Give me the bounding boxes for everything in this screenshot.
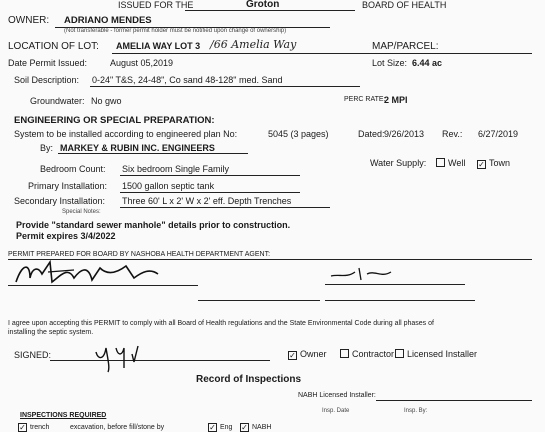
soil-value: 0-24" T&S, 24-48", Co sand 48-128" med. Sand: [92, 75, 283, 85]
nabh-installer-label: NABH Licensed Installer:: [298, 392, 376, 399]
dated-label: Dated:: [358, 129, 385, 139]
inspection-nabh[interactable]: ✓ NABH: [241, 423, 272, 432]
bedroom-value: Six bedroom Single Family: [122, 164, 230, 174]
inspection-trench[interactable]: ✓ trench: [19, 423, 50, 432]
rev-value: 6/27/2019: [478, 129, 519, 139]
insp-by-header: Insp. By:: [404, 408, 428, 414]
prepared-by-label: PERMIT PREPARED FOR BOARD BY NASHOBA HEALTH DEPARTMENT AGENT:: [8, 251, 271, 258]
lot-size-value: 6.44 ac: [412, 58, 443, 68]
eng-checkbox[interactable]: ✓: [209, 423, 216, 432]
nabh-checkbox[interactable]: ✓: [241, 423, 248, 432]
town-name: Groton: [246, 0, 280, 10]
perc-rate-label: PERC RATE:: [344, 96, 386, 103]
date-issued-label: Date Permit Issued:: [8, 58, 88, 68]
groundwater-value: No gwo: [91, 96, 122, 106]
water-supply-well[interactable]: Well: [436, 158, 465, 168]
board-label: BOARD OF HEALTH: [362, 0, 447, 10]
dated-value: 9/26/2013: [384, 129, 425, 139]
owner-checkbox[interactable]: ✓: [289, 351, 296, 360]
insp-date-header: Insp. Date: [322, 408, 350, 414]
engineering-heading: ENGINEERING OR SPECIAL PREPARATION:: [14, 115, 215, 126]
signed-owner-option[interactable]: ✓ Owner: [289, 349, 327, 360]
agreement-line-1: I agree upon accepting this PERMIT to comply with all Board of Health regulations and the State Environmental Code during all phases of: [8, 320, 434, 327]
well-checkbox[interactable]: [436, 158, 445, 167]
location-handwritten: /66 Amelia Way: [210, 38, 297, 51]
special-note-1: Provide "standard sewer manhole" details prior to construction.: [16, 220, 291, 230]
signed-label: SIGNED:: [14, 350, 52, 360]
water-supply-label: Water Supply:: [370, 158, 427, 168]
issued-for-label: ISSUED FOR THE: [118, 0, 194, 10]
agreement-line-2: installing the septic system.: [8, 329, 94, 336]
location-value: AMELIA WAY LOT 3: [116, 41, 201, 51]
map-parcel-label: MAP/PARCEL:: [372, 41, 439, 52]
owner-label: OWNER:: [8, 15, 50, 26]
agent-signature: [8, 258, 188, 288]
inspection-excavation: excavation, before fill/stone by: [70, 424, 165, 431]
town-checkbox[interactable]: ✓: [478, 160, 485, 169]
primary-label: Primary Installation:: [28, 181, 108, 191]
soil-label: Soil Description:: [14, 75, 80, 85]
plan-number: 5045 (3 pages): [268, 129, 329, 139]
licensed-installer-checkbox[interactable]: [395, 349, 404, 358]
perc-rate-value: 2 MPI: [384, 95, 408, 105]
owner-note: (Not transferable - former permit holder must be notified upon change of ownership): [64, 28, 287, 34]
lot-size-label: Lot Size:: [372, 58, 408, 68]
rev-label: Rev.:: [442, 129, 463, 139]
special-note-2: Permit expires 3/4/2022: [16, 231, 116, 241]
system-label: System to be installed according to engineered plan No:: [14, 129, 238, 139]
secondary-label: Secondary Installation:: [14, 196, 106, 206]
by-label: By:: [40, 143, 54, 153]
primary-value: 1500 gallon septic tank: [122, 181, 215, 191]
owner-name: ADRIANO MENDES: [64, 15, 152, 26]
contractor-checkbox[interactable]: [340, 349, 349, 358]
bedroom-label: Bedroom Count:: [40, 164, 106, 174]
trench-checkbox[interactable]: ✓: [19, 423, 26, 432]
inspections-heading: INSPECTIONS REQUIRED: [20, 412, 107, 419]
special-notes-label: Special Notes:: [62, 209, 101, 215]
location-label: LOCATION OF LOT:: [8, 41, 99, 52]
signed-contractor-option[interactable]: Contractor: [340, 349, 394, 359]
second-signature: [325, 262, 405, 284]
water-supply-town[interactable]: ✓ Town: [478, 158, 511, 169]
date-issued-value: August 05,2019: [110, 58, 174, 68]
groundwater-label: Groundwater:: [30, 96, 85, 106]
engineer-name: MARKEY & RUBIN INC. ENGINEERS: [60, 143, 215, 153]
record-title: Record of Inspections: [196, 374, 302, 385]
secondary-value: Three 60' L x 2' W x 2' eff. Depth Trenches: [122, 196, 292, 206]
owner-signature: [88, 338, 158, 374]
signed-licensed-option[interactable]: Licensed Installer: [395, 349, 477, 359]
inspection-eng[interactable]: ✓ Eng: [209, 423, 233, 432]
